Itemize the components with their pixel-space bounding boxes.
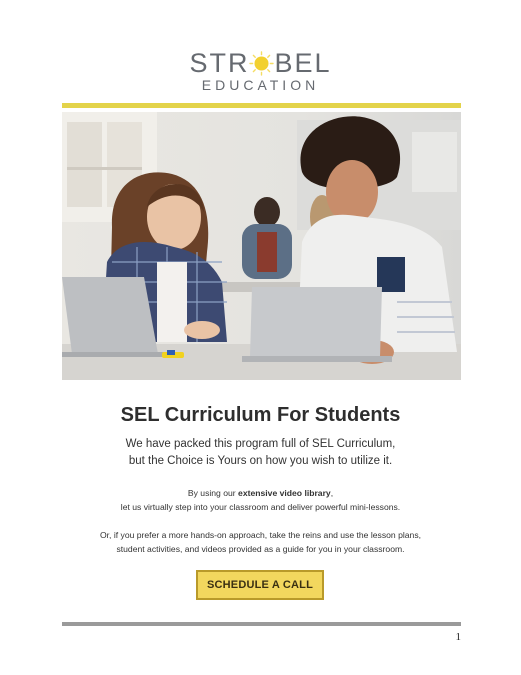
subtitle-line-1: We have packed this program full of SEL Curriculum, <box>125 438 396 450</box>
accent-rule-top <box>62 103 461 108</box>
page-number: 1 <box>455 631 461 643</box>
logo-word-right: BEL <box>274 48 332 78</box>
schedule-call-button[interactable]: SCHEDULE A CALL <box>196 570 324 600</box>
subtitle-line-2: but the Choice is Yours on how you wish to utilize it. <box>128 455 393 467</box>
page-title: SEL Curriculum For Students <box>120 404 401 426</box>
logo-word-left: STR <box>189 48 250 78</box>
paragraph-hands-on <box>0 528 521 556</box>
footer-rule <box>62 622 461 626</box>
p1-pre-text: By using our <box>187 488 239 498</box>
paragraph-2-line-1: Or, if you prefer a more hands-on approach, take the reins and use the lesson plans, <box>99 530 422 540</box>
logo-wordmark <box>189 50 331 77</box>
hero-photo <box>62 112 461 380</box>
subtitle-block <box>0 436 521 470</box>
logo-subtitle: EDUCATION <box>201 77 320 93</box>
sun-icon <box>249 51 274 76</box>
paragraph-1-line-1 <box>0 486 521 500</box>
paragraph-1-line-2: let us virtually step into your classroom and deliver powerful mini-lessons. <box>120 502 401 512</box>
paragraph-video-library <box>0 486 521 514</box>
p1-post-text: , <box>330 488 334 498</box>
p1-bold-text: extensive video library <box>238 488 331 498</box>
paragraph-2-line-2: student activities, and videos provided as a guide for you in your classroom. <box>116 544 405 554</box>
strobel-education-logo <box>0 50 521 93</box>
